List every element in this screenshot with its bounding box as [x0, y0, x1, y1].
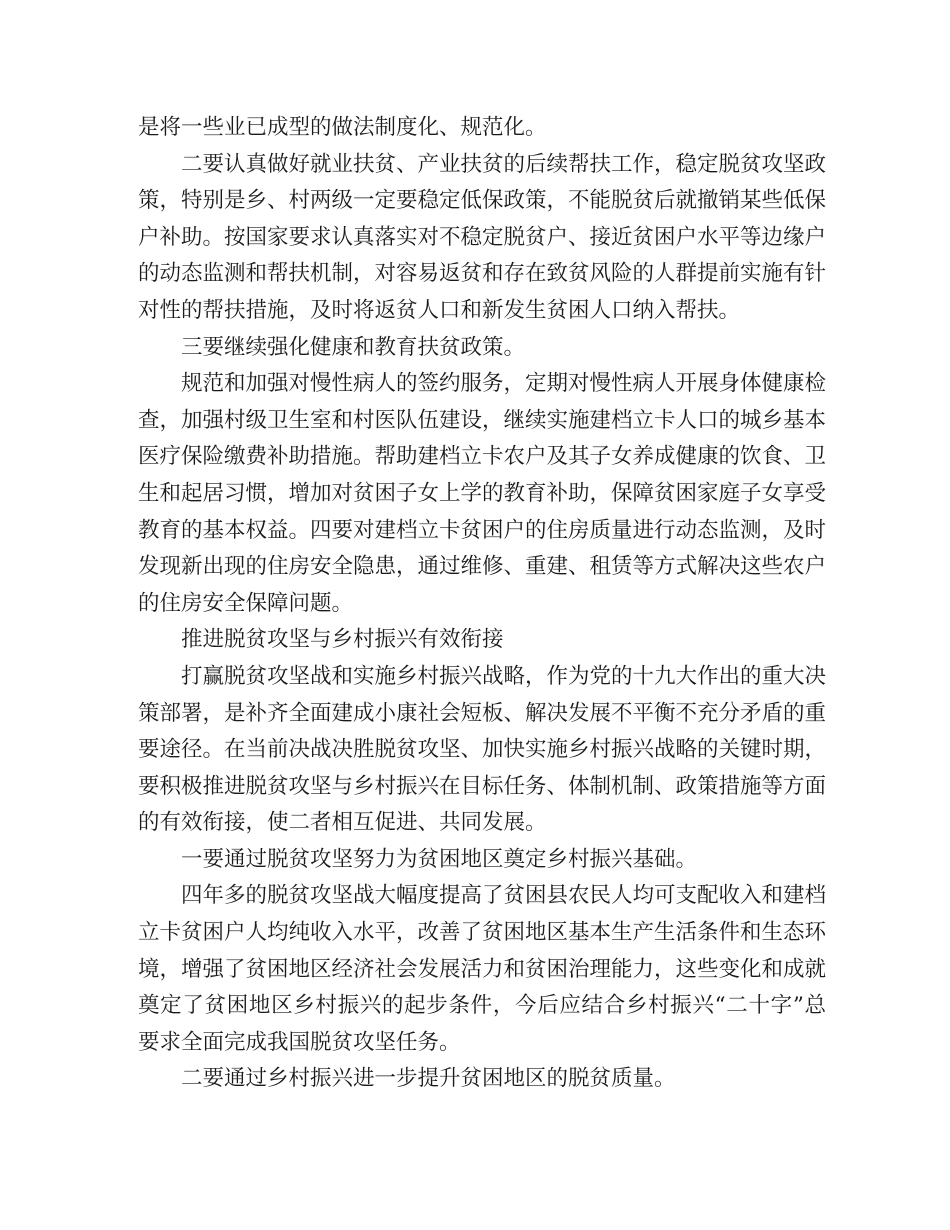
section-heading: 推进脱贫攻坚与乡村振兴有效衔接 — [181, 627, 504, 653]
paragraph-4: 规范和加强对慢性病人的签约服务，定期对慢性病人开展身体健康检查，加强村级卫生室和村医队伍建设，继续实施建档立卡人口的城乡基本医疗保险缴费补助措施。帮助建档立卡农户及其子女养成健康的饮食、卫生和起居习惯，增加对贫困子女上学的教育补助，保障贫困家庭子女享受教育的基本权益。四要对建档立卡贫困户的住房质量进行动态监测，及时发现新出现的住房安全隐患，通过维修、重建、租赁等方式解决这些农户的住房安全保障问题。 — [138, 371, 827, 616]
paragraph-8: 四年多的脱贫攻坚战大幅度提高了贫困县农民人均可支配收入和建档立卡贫困户人均纯收入水平，改善了贫困地区基本生产生活条件和生态环境，增强了贫困地区经济社会发展活力和贫困治理能力，这些变化和成就奠定了贫困地区乡村振兴的起步条件，今后应结合乡村振兴“二十字”总要求全面完成我国脱贫攻坚任务。 — [138, 883, 827, 1055]
paragraph-6: 打赢脱贫攻坚战和实施乡村振兴战略，作为党的十九大作出的重大决策部署，是补齐全面建成小康社会短板、解决发展不平衡不充分矛盾的重要途径。在当前决战决胜脱贫攻坚、加快实施乡村振兴战略的关键时期，要积极推进脱贫攻坚与乡村振兴在目标任务、体制机制、政策措施等方面的有效衔接，使二者相互促进、共同发展。 — [138, 663, 827, 836]
document-body — [138, 110, 826, 1098]
paragraph-2: 二要认真做好就业扶贫、产业扶贫的后续帮扶工作，稳定脱贫攻坚政策，特别是乡、村两级一定要稳定低保政策，不能脱贫后就撤销某些低保户补助。按国家要求认真落实对不稳定脱贫户、接近贫困户水平等边缘户的动态监测和帮扶机制，对容易返贫和存在致贫风险的人群提前实施有针对性的帮扶措施，及时将返贫人口和新发生贫困人口纳入帮扶。 — [138, 151, 827, 323]
paragraph-9: 二要通过乡村振兴进一步提升贫困地区的脱贫质量。 — [181, 1066, 676, 1092]
paragraph-1: 是将一些业已成型的做法制度化、规范化。 — [138, 115, 547, 140]
paragraph-7: 一要通过脱贫攻坚努力为贫困地区奠定乡村振兴基础。 — [181, 846, 698, 872]
paragraph-3: 三要继续强化健康和教育扶贫政策。 — [181, 334, 526, 360]
